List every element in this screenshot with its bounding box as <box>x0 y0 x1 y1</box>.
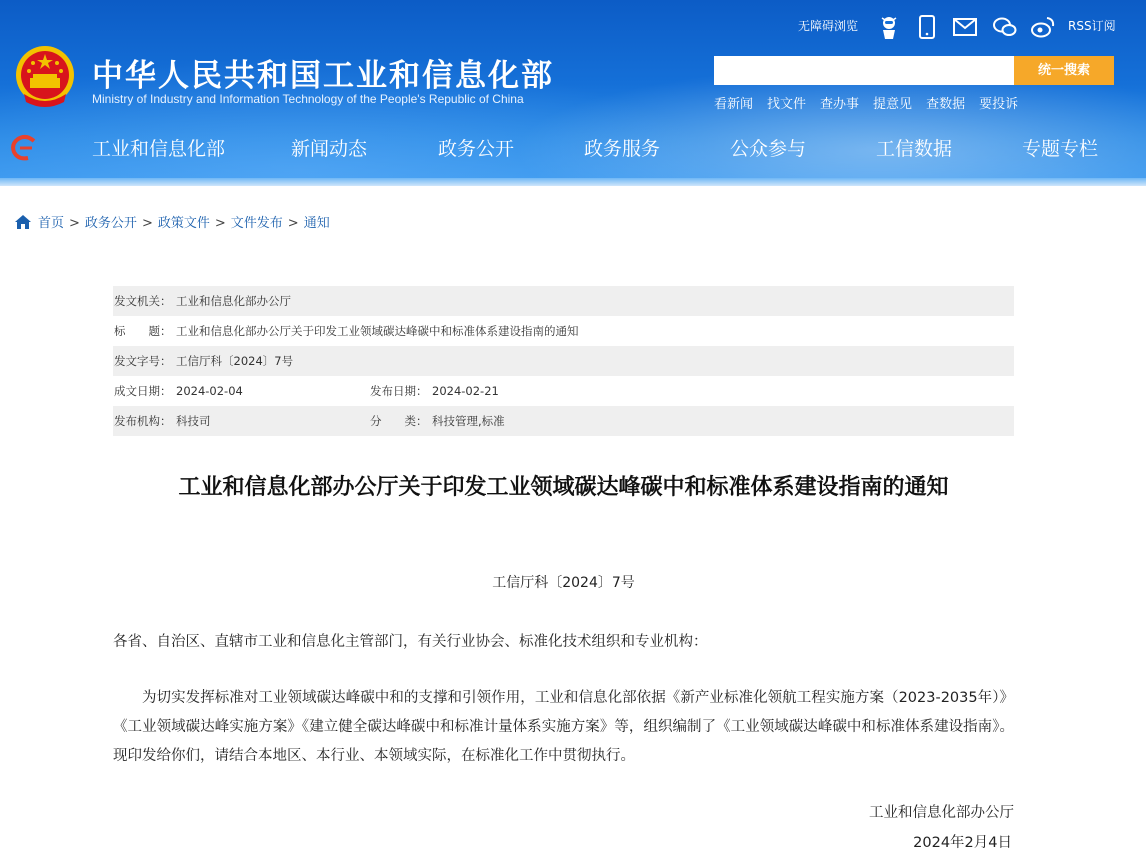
breadcrumb-notice[interactable]: 通知 <box>303 216 330 231</box>
mail-icon[interactable] <box>952 14 978 40</box>
top-toolbar <box>780 12 1140 42</box>
quick-link-feedback[interactable]: 提意见 <box>873 97 913 112</box>
quick-link-documents[interactable]: 找文件 <box>767 97 807 112</box>
wechat-icon[interactable] <box>992 14 1018 40</box>
meta-issuer-value: 工业和信息化部办公厅 <box>176 294 291 308</box>
meta-doc-no-label: 发文字号： <box>114 354 172 368</box>
nav-item-government-affairs[interactable]: 政务公开 <box>438 138 515 160</box>
breadcrumb <box>14 212 330 232</box>
quick-link-news[interactable]: 看新闻 <box>714 97 754 112</box>
document-meta-table <box>113 286 1014 436</box>
article-doc-number: 工信厅科〔2024〕7号 <box>492 575 635 591</box>
national-emblem-icon[interactable] <box>14 44 76 110</box>
meta-issuer-label: 发文机关： <box>114 294 172 308</box>
meta-category-value: 科技管理,标准 <box>432 414 505 428</box>
meta-row-doc-no <box>113 346 1014 376</box>
nav-item-data[interactable]: 工信数据 <box>876 138 953 160</box>
mobile-icon[interactable] <box>914 14 940 40</box>
nav-item-participation[interactable]: 公众参与 <box>730 138 807 160</box>
nav-item-ministry[interactable]: 工业和信息化部 <box>92 138 226 160</box>
meta-row-org <box>113 406 1014 436</box>
meta-published-value: 2024-02-21 <box>432 384 499 398</box>
robot-icon[interactable] <box>876 14 902 40</box>
search-button[interactable]: 统一搜索 <box>1014 56 1114 85</box>
meta-row-title <box>113 316 1014 346</box>
home-icon[interactable] <box>14 214 32 230</box>
nav-item-news[interactable]: 新闻动态 <box>291 138 368 160</box>
article-signature-date: 2024年2月4日 <box>913 835 1012 851</box>
weibo-icon[interactable] <box>1030 14 1056 40</box>
article-body-paragraph: 为切实发挥标准对工业领域碳达峰碳中和的支撑和引领作用，工业和信息化部依据《新产业标准化领航工程实施方案（2023-2035年）》《工业领域碳达峰实施方案》《建立健全碳达峰碳中和标准计量体系实施方案》等，组织编制了《工业领域碳达峰碳中和标准体系建设指南》。现印发给你们，请结合本地区、本行业、本领域实际，在标准化工作中贯彻执行。 <box>113 690 1014 764</box>
meta-row-dates <box>113 376 1014 406</box>
breadcrumb-government-affairs[interactable]: 政务公开 <box>84 216 137 231</box>
rss-link[interactable]: RSS订阅 <box>1068 19 1116 33</box>
meta-title-value: 工业和信息化部办公厅关于印发工业领域碳达峰碳中和标准体系建设指南的通知 <box>176 324 579 338</box>
meta-doc-no-value: 工信厅科〔2024〕7号 <box>176 354 294 368</box>
article-salutation: 各省、自治区、直辖市工业和信息化主管部门，有关行业协会、标准化技术组织和专业机构： <box>113 634 708 650</box>
meta-title-label: 标 题： <box>114 324 172 338</box>
breadcrumb-file-release[interactable]: 文件发布 <box>230 216 283 231</box>
meta-created-value: 2024-02-04 <box>176 384 243 398</box>
breadcrumb-separator: > <box>69 216 80 231</box>
quick-link-services[interactable]: 查办事 <box>820 97 860 112</box>
site-subtitle: Ministry of Industry and Information Technology of the People's Republic of China <box>92 92 524 106</box>
meta-org-label: 发布机构： <box>114 414 172 428</box>
breadcrumb-separator: > <box>214 216 226 231</box>
meta-row-issuer <box>113 286 1014 316</box>
quick-links <box>714 93 1032 111</box>
breadcrumb-separator: > <box>141 216 153 231</box>
breadcrumb-home[interactable]: 首页 <box>38 216 65 231</box>
article-title: 工业和信息化部办公厅关于印发工业领域碳达峰碳中和标准体系建设指南的通知 <box>178 475 949 500</box>
quick-link-complaint[interactable]: 要投诉 <box>979 97 1019 112</box>
site-title: 中华人民共和国工业和信息化部 <box>92 58 554 94</box>
nav-item-services[interactable]: 政务服务 <box>584 138 661 160</box>
meta-org-value: 科技司 <box>176 414 211 428</box>
quick-link-data[interactable]: 查数据 <box>926 97 966 112</box>
nav-item-topics[interactable]: 专题专栏 <box>1022 138 1099 160</box>
search-input[interactable] <box>714 56 1014 85</box>
main-nav <box>0 126 1146 170</box>
miit-logo-icon[interactable] <box>10 134 40 162</box>
accessibility-link[interactable]: 无障碍浏览 <box>798 19 859 33</box>
meta-published-label: 发布日期： <box>370 384 428 398</box>
breadcrumb-policy-documents[interactable]: 政策文件 <box>157 216 210 231</box>
meta-category-label: 分 类： <box>370 414 428 428</box>
site-header <box>0 0 1146 186</box>
article-signature-org: 工业和信息化部办公厅 <box>869 805 1014 821</box>
meta-created-label: 成文日期： <box>114 384 172 398</box>
breadcrumb-separator: > <box>287 216 299 231</box>
